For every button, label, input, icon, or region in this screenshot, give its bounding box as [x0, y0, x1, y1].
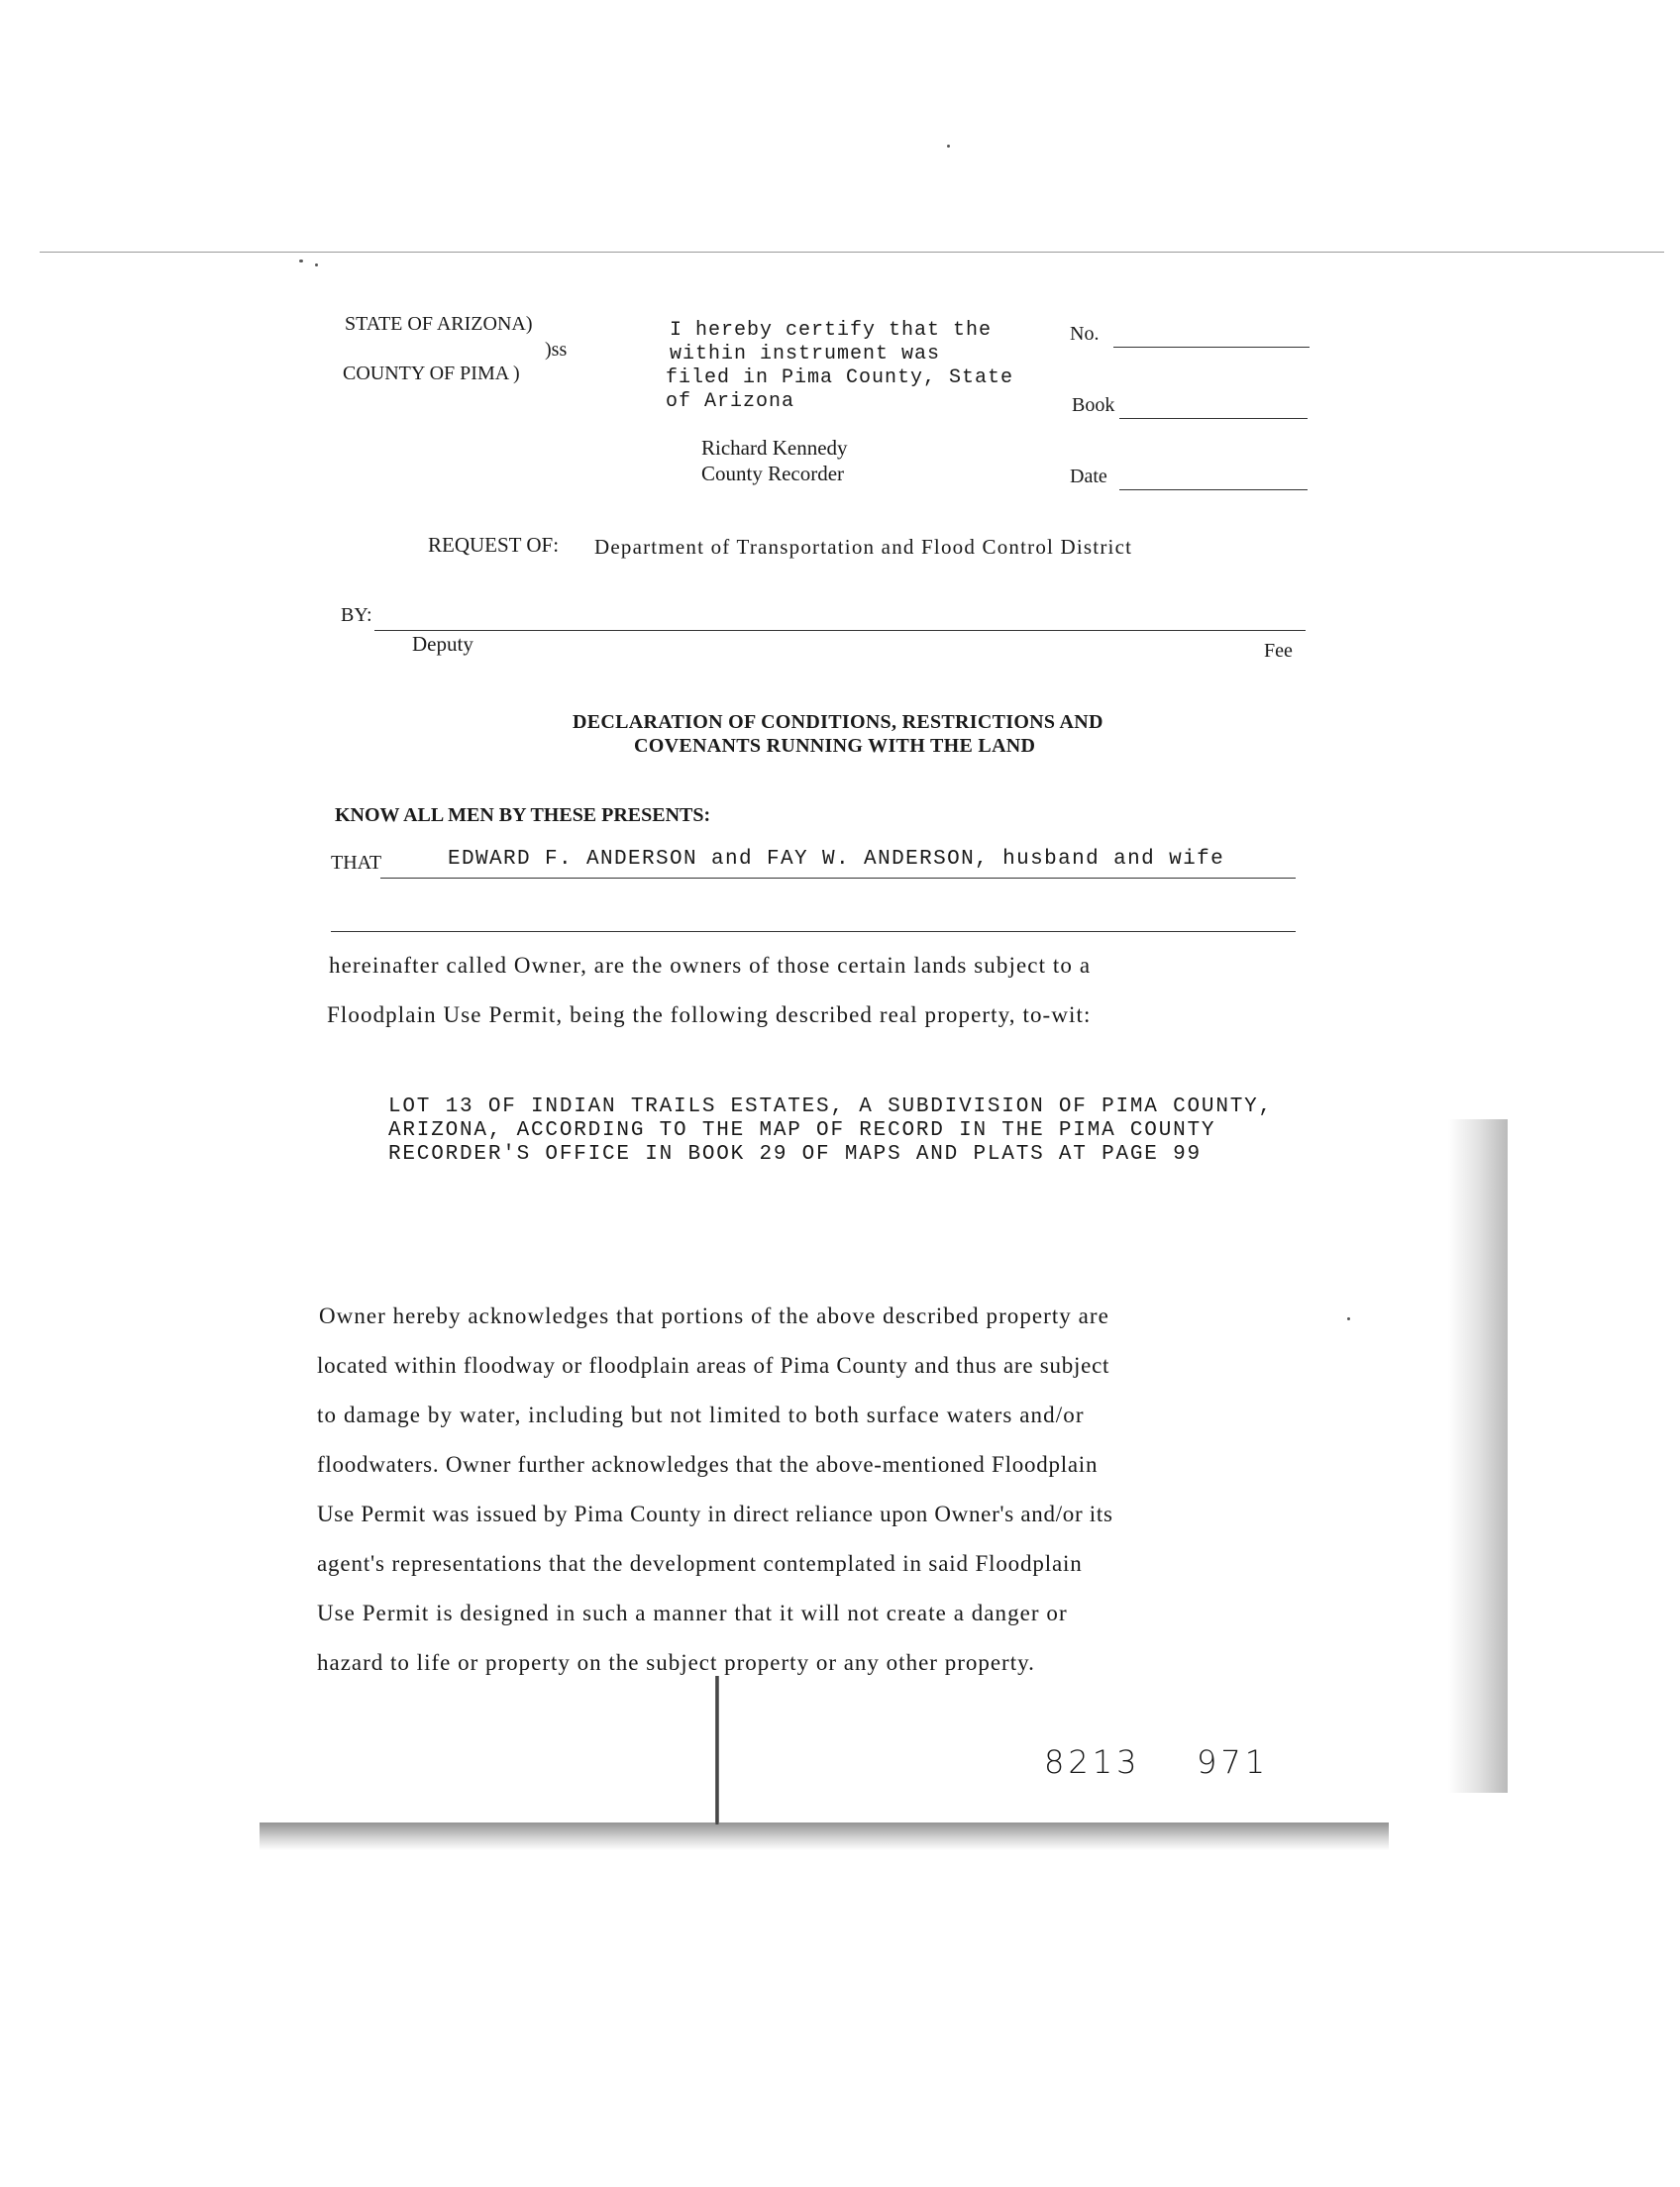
stamp-page-number: 971 — [1197, 1743, 1270, 1781]
certify-line-4: of Arizona — [666, 390, 795, 413]
date-label: Date — [1070, 466, 1107, 487]
legal-line-3: RECORDER'S OFFICE IN BOOK 29 OF MAPS AND PLATS AT PAGE 99 — [388, 1143, 1202, 1166]
owner-names: EDWARD F. ANDERSON and FAY W. ANDERSON, husband and wife — [448, 848, 1225, 871]
ss-mark: )ss — [545, 339, 568, 361]
by-label: BY: — [341, 604, 372, 626]
certify-line-3: filed in Pima County, State — [666, 366, 1014, 389]
stamp-book-number: 8213 — [1044, 1743, 1141, 1781]
scan-edge-line — [40, 252, 1664, 253]
county-of-pima: COUNTY OF PIMA ) — [343, 363, 520, 384]
that-field-line — [380, 878, 1296, 879]
by-signature-line — [374, 630, 1306, 631]
intro-heading: KNOW ALL MEN BY THESE PRESENTS: — [335, 804, 711, 826]
body-line-4: floodwaters. Owner further acknowledges that the above-mentioned Floodplain — [317, 1452, 1099, 1477]
state-of-arizona: STATE OF ARIZONA) — [345, 313, 533, 335]
scan-shadow-right — [1448, 1119, 1508, 1793]
date-field-line — [1119, 489, 1308, 490]
deputy-label: Deputy — [412, 632, 473, 656]
body-line-1: Owner hereby acknowledges that portions of the above described property are — [319, 1303, 1109, 1328]
no-field-line — [1113, 347, 1310, 348]
body-line-7: Use Permit is designed in such a manner that it will not create a danger or — [317, 1601, 1068, 1625]
body-line-8: hazard to life or property on the subject property or any other property. — [317, 1650, 1035, 1675]
recorder-name: Richard Kennedy — [701, 436, 848, 460]
scan-speck — [947, 145, 950, 148]
certify-line-1: I hereby certify that the — [670, 319, 993, 342]
body-line-2: located within floodway or floodplain areas of Pima County and thus are subject — [317, 1353, 1110, 1378]
scan-shadow-bottom — [260, 1822, 1389, 1850]
body-line-6: agent's representations that the development contemplated in said Floodplain — [317, 1551, 1083, 1576]
scan-speck — [315, 263, 318, 266]
request-of-label: REQUEST OF: — [428, 533, 560, 557]
fee-label: Fee — [1264, 640, 1293, 662]
document-title-line-2: COVENANTS RUNNING WITH THE LAND — [634, 735, 1036, 757]
owner-line-1: hereinafter called Owner, are the owners of those certain lands subject to a — [329, 953, 1092, 978]
no-label: No. — [1070, 323, 1100, 345]
that-continuation-line — [331, 931, 1296, 932]
certify-line-2: within instrument was — [670, 343, 941, 365]
body-line-3: to damage by water, including but not limited to both surface waters and/or — [317, 1403, 1085, 1427]
book-field-line — [1119, 418, 1308, 419]
book-label: Book — [1072, 394, 1115, 416]
request-of-value: Department of Transportation and Flood Control District — [594, 535, 1133, 559]
that-label: THAT — [331, 852, 382, 874]
body-line-5: Use Permit was issued by Pima County in direct reliance upon Owner's and/or its — [317, 1502, 1113, 1526]
legal-line-2: ARIZONA, ACCORDING TO THE MAP OF RECORD IN THE PIMA COUNTY — [388, 1119, 1216, 1142]
recorder-title: County Recorder — [701, 462, 845, 485]
document-title-line-1: DECLARATION OF CONDITIONS, RESTRICTIONS AND — [573, 711, 1103, 733]
scan-speck — [1347, 1317, 1350, 1320]
legal-line-1: LOT 13 OF INDIAN TRAILS ESTATES, A SUBDIVISION OF PIMA COUNTY, — [388, 1095, 1273, 1118]
scan-speck — [299, 260, 303, 262]
page-fold-mark — [715, 1676, 719, 1824]
owner-line-2: Floodplain Use Permit, being the following described real property, to-wit: — [327, 1002, 1092, 1027]
